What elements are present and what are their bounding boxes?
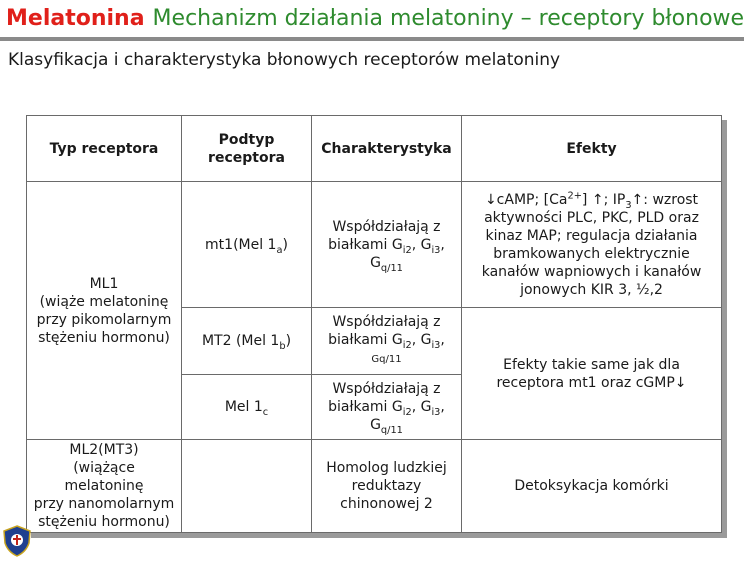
mt1-subtype-cell: mt1(Mel $1_a$) (182, 182, 312, 308)
mel1c-char-cell: Współdziałają z białkami $G_{i2}$, $G_{i3}$, $G_{q/11}$ (312, 375, 462, 440)
header-charakterystyka: Charakterystyka (312, 116, 462, 182)
ml2-subtype-cell (182, 440, 312, 533)
title-divider (0, 37, 744, 41)
university-crest-icon (2, 525, 32, 557)
table-row (27, 440, 722, 533)
mel1c-subtype-cell: Mel $1_c$ (182, 375, 312, 440)
receptor-table (26, 115, 722, 533)
mt1-efekty-cell: ↓cAMP; $[Ca^{2+}]$ ↑; $IP_3↑$: wzrost aktywności PLC, PKC, PLD oraz kinaz MAP; regulacja działania bramkowanych elektrycznie kanałów wapniowych i kanałów jonowych KIR 3, ½,2 (462, 182, 722, 308)
ml2-char-cell: Homolog ludzkiej reduktazy chinonowej 2 (312, 440, 462, 533)
header-podtyp: Podtyp receptora (182, 116, 312, 182)
ml2-efekty-cell: Detoksykacja komórki (462, 440, 722, 533)
ml1-type-cell: ML1 (wiąże melatoninę przy pikomolarnym stężeniu hormonu) (27, 182, 182, 440)
ml2-type-cell: ML2(MT3) (wiążące melatoninę przy nanomolarnym stężeniu hormonu) (27, 440, 182, 533)
title-brand: Melatonina (6, 6, 145, 31)
mt2-mel1c-efekty-cell: Efekty takie same jak dla receptora mt1 oraz cGMP↓ (462, 308, 722, 440)
header-efekty: Efekty (462, 116, 722, 182)
slide-subtitle: Klasyfikacja i charakterystyka błonowych receptorów melatoniny (8, 50, 561, 70)
mt2-char-cell: Współdziałają z białkami $G_{i2}$, $G_{i3}$, Gq/11 (312, 308, 462, 375)
slide-title (6, 4, 742, 34)
mt1-char-cell: Współdziałają z białkami $G_{i2}$, $G_{i3}$, $G_{q/11}$ (312, 182, 462, 308)
title-topic: Mechanizm działania melatoniny – receptory błonowe (152, 6, 744, 31)
table-header-row (27, 116, 722, 182)
mt2-subtype-cell: MT2 (Mel $1_b$) (182, 308, 312, 375)
header-typ: Typ receptora (27, 116, 182, 182)
table-row (27, 182, 722, 308)
